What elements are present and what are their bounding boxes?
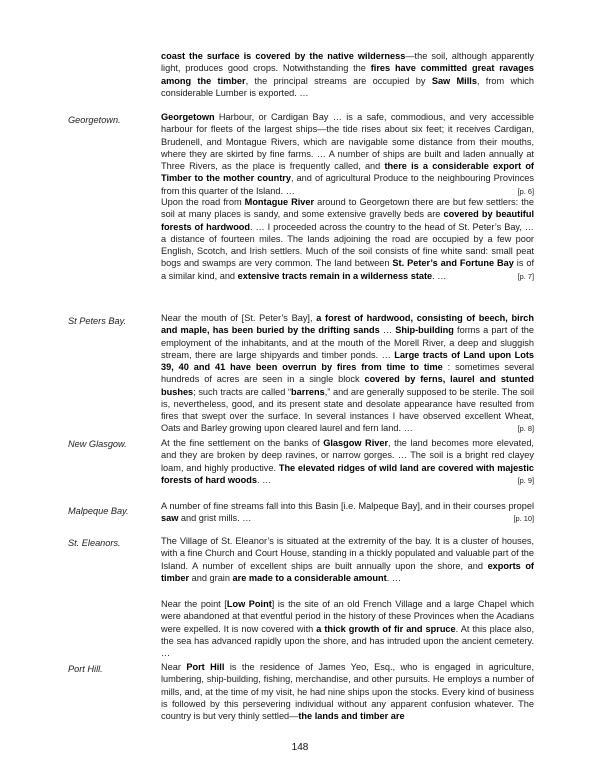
bold-phrase: Glasgow River <box>323 438 389 448</box>
text-run: : sometimes several hundreds of acres are seen in a single block <box>161 362 535 385</box>
text-run: ,” and are generally supposed to be sterile. The soil is, nevertheless, good, and its present state and desolate appearance have resulted from fires that swept over the surface. In several instances I have observed excellent Wheat, Oats and Barley growing upon cleared laurel and fern land. … <box>161 386 535 434</box>
text-run: . … <box>432 270 447 281</box>
text-run: Near the point [ <box>161 599 227 609</box>
text-run: Near the mouth of [St. Peter’s Bay], <box>161 313 317 323</box>
text-run: . … I proceeded across the country to the head of St. Peter’s Bay, … a distance of fourteen miles. The lands adjoining the road are occupied by a few poor English, Scotch, and Irish settlers. Much of the soil consists of fine white sand: small peat bogs and swamps are very common. The land between <box>161 221 534 269</box>
paragraph-st-peters-bay <box>161 312 534 435</box>
bold-phrase: Georgetown <box>161 112 215 122</box>
bold-phrase: covered by beautiful forests of hardwood <box>161 209 534 232</box>
bold-phrase: The elevated ridges of wild land are covered with majestic forests of hard woods <box>161 462 535 485</box>
margin-note-st-eleanors: St. Eleanors. <box>68 538 121 548</box>
bold-phrase: saw <box>161 513 179 524</box>
bold-phrase: there is a considerable export of Timber to the mother country <box>161 161 534 184</box>
bold-phrase: a forest of hardwood, consisting of beech, birch and maple, has been buried by the drifting sands <box>161 313 534 336</box>
bold-phrase: exports of timber <box>161 560 534 583</box>
paragraph-montague-river <box>161 196 534 282</box>
bold-phrase: Saw Mills <box>431 75 477 86</box>
text-run: ] is the site of an old French Village and a large Chapel which were abandoned at that eventful period in the history of these Provinces when the Acadians were expelled. It is now covered with <box>161 599 534 634</box>
bold-phrase: fires have committed great ravages among the timber <box>161 63 534 86</box>
bold-phrase: barrens <box>291 386 325 397</box>
text-run: Upon the road from <box>161 197 245 207</box>
text-run: … <box>379 325 396 336</box>
page-reference: [p. 9] <box>517 475 534 485</box>
text-run: A number of fine streams fall into this Basin [i.e. Malpeque Bay], and in their courses propel <box>161 501 534 511</box>
page-reference: [p. 7] <box>517 271 534 281</box>
paragraph-st-eleanors <box>161 535 534 584</box>
text-run: At the fine settlement on the banks of <box>161 438 324 448</box>
text-run: and grain <box>189 572 233 583</box>
bold-phrase: a thick growth of fir and spruce <box>316 623 456 634</box>
bold-phrase: are made to a considerable amount <box>232 572 387 583</box>
text-run: , and of agricultural Produce to the neighbouring Provinces from this quarter of the Island. … <box>161 173 534 196</box>
page-reference: [p. 6] <box>517 186 534 196</box>
margin-note-new-glasgow: New Glasgow. <box>68 439 127 449</box>
text-run: The Village of St. Eleanor’s is situated at the extremity of the bay. It is a cluster of houses, with a fine Church and Court House, standing in a thickly populated and valuable part of the Island. A number of excellent ships are built annually upon the shore, and <box>161 536 534 571</box>
text-run: Harbour, or Cardigan Bay … is a safe, commodious, and very accessible harbour for fleets of the largest ships—the tide rises about six feet; it receives Cardigan, Brudenell, and Montague Rivers, which are navigable some distance from their mouths, where they are skirted by fine farms. … A number of ships are built and laden annually at Three Rivers, as the place is frequently called, and <box>161 112 534 171</box>
paragraph-georgetown <box>161 111 534 197</box>
bold-phrase: Large tracts of Land upon Lots 39, 40 and 41 have been overrun by fires from time to time <box>161 349 535 372</box>
text-run: is the residence of James Yeo, Esq., who is engaged in agriculture, lumbering, ship-building, fishing, merchandise, and other pursuits. He employs a number of mills, and, at the time of my visit, he had nine ships upon the stocks. Every kind of business is followed by this persevering individual without any apparent confusion whatever. The country is but very thinly settled— <box>161 662 534 721</box>
text-run: . At this place also, the sea has advanced rapidly upon the shore, and has intruded upon the ancient cemetery. … <box>161 623 534 658</box>
bold-phrase: Montague River <box>244 197 315 207</box>
text-run: ; such tracts are called “ <box>193 386 292 397</box>
margin-note-port-hill: Port Hill. <box>68 664 103 674</box>
text-run: around to Georgetown there are but few settlers: the soil at many places is sandy, and some extensive gravelly beds are <box>161 197 534 220</box>
text-run: is of a similar kind, and <box>161 258 535 281</box>
paragraph-coast-wilderness <box>161 50 534 99</box>
bold-phrase: Ship-building <box>395 325 454 336</box>
paragraph-malpeque-bay <box>161 500 534 525</box>
text-run: . … <box>256 474 272 485</box>
text-run: , from which considerable Lumber is exported. … <box>161 75 534 98</box>
text-run: , the land becomes more elevated, and they are broken by deep ravines, or narrow gorges. … The soil is a bright red clayey loam, and highly productive. <box>161 438 534 473</box>
text-run: forms a part of the employment of the inhabitants, and at the mouth of the Morell River, a deep and sluggish stream, there are large shipyards and timber ponds. … <box>161 325 534 360</box>
paragraph-port-hill <box>161 661 534 722</box>
margin-note-georgetown: Georgetown. <box>68 115 121 125</box>
text-run: —the soil, although apparently light, produces good crops. Notwithstanding the <box>161 51 534 74</box>
bold-phrase: Low Point <box>226 599 272 609</box>
page-reference: [p. 8] <box>517 424 534 434</box>
bold-phrase: coast the surface is covered by the native wilderness <box>161 51 406 61</box>
text-run: Near <box>161 662 187 672</box>
text-run: . … <box>386 572 402 583</box>
margin-note-st-peters-bay: St Peters Bay. <box>68 316 127 326</box>
bold-phrase: Port Hill <box>186 662 225 672</box>
paragraph-low-point <box>161 598 534 659</box>
text-run: and grist mills. … <box>178 513 252 524</box>
margin-note-malpeque-bay: Malpeque Bay. <box>68 506 129 516</box>
page-number: 148 <box>291 742 309 753</box>
bold-phrase: extensive tracts remain in a wilderness state <box>237 270 433 281</box>
page-reference: [p. 10] <box>513 514 534 524</box>
text-run: , the principal streams are occupied by <box>245 75 432 86</box>
paragraph-new-glasgow <box>161 437 534 486</box>
bold-phrase: the lands and timber are <box>298 711 405 721</box>
bold-phrase: St. Peter’s and Fortune Bay <box>392 258 514 269</box>
bold-phrase: covered by ferns, laurel and stunted bushes <box>161 374 534 397</box>
